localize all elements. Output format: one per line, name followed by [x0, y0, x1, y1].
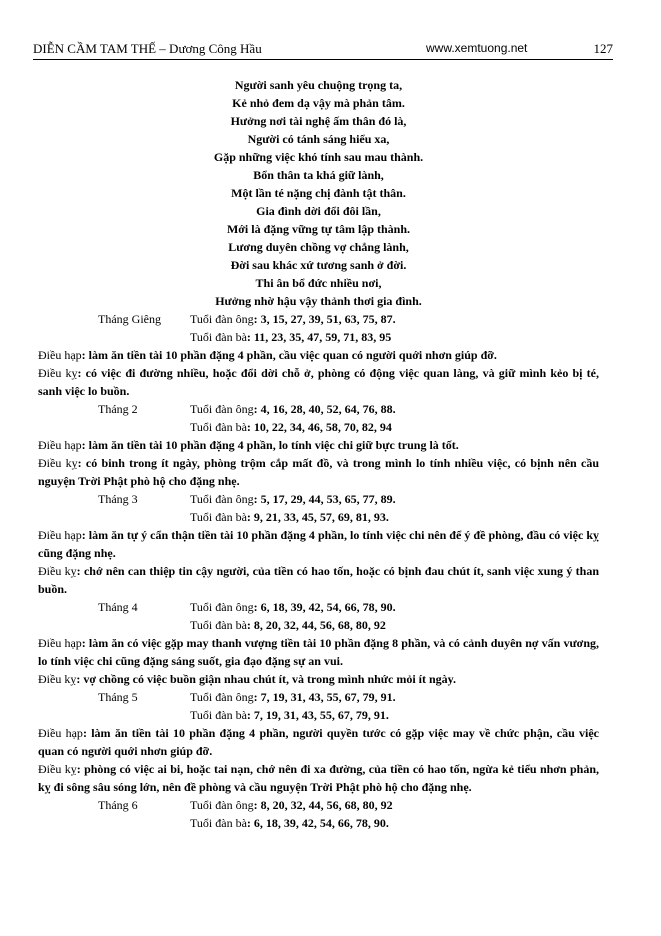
male-ages-row — [38, 796, 599, 814]
female-ages-row — [38, 418, 599, 436]
female-ages-values: : 8, 20, 32, 44, 56, 68, 80, 92 — [246, 618, 386, 632]
bad-label: Điều kỵ — [38, 672, 77, 686]
male-ages-row — [38, 688, 599, 706]
male-ages-label: Tuổi đàn ông — [190, 492, 254, 506]
poem-line: Kẻ nhỏ đem dạ vậy mà phản tâm. — [232, 96, 405, 110]
female-ages-values: : 10, 22, 34, 46, 58, 70, 82, 94 — [246, 420, 392, 434]
good-text: : làm ăn tiền tài 10 phần đặng 4 phần, người quyền tước có gặp việc may về chức phận, cầu việc quan có người quới nhơn giúp đỡ. — [38, 726, 600, 758]
month-label: Tháng 5 — [98, 690, 138, 704]
female-ages-label: Tuổi đàn bà — [190, 816, 247, 830]
bad-label: Điều kỵ — [38, 564, 77, 578]
poem-line: Mới là đặng vững tự tâm lập thành. — [226, 222, 411, 236]
male-ages-row — [38, 310, 599, 328]
good-paragraph — [38, 346, 599, 364]
male-ages-values: : 5, 17, 29, 44, 53, 65, 77, 89. — [253, 492, 396, 506]
female-ages-label: Tuổi đàn bà — [190, 618, 247, 632]
bad-paragraph — [38, 670, 599, 688]
good-label: Điều hạp — [38, 348, 82, 362]
good-paragraph — [38, 634, 599, 670]
bad-text: : có việc đi đường nhiều, hoặc đổi dời chỗ ở, phòng có động việc quan làng, và giữ mình kẻo bị té, sanh việc lo buồn. — [38, 366, 600, 398]
female-ages-label: Tuổi đàn bà — [190, 330, 247, 344]
male-ages-row — [38, 400, 599, 418]
poem-line: Hưởng nhờ hậu vậy thảnh thơi gia đình. — [215, 294, 422, 308]
good-label: Điều hạp — [38, 726, 83, 740]
good-label: Điều hạp — [38, 438, 82, 452]
month-label: Tháng Giêng — [98, 312, 161, 326]
month-label: Tháng 2 — [98, 402, 138, 416]
page-header — [33, 41, 613, 60]
poem-line: Lương duyên chồng vợ chẳng lành, — [228, 240, 409, 254]
bad-text: : có binh trong ít ngày, phòng trộm cắp mất đồ, và trong mình lo tính nhiều việc, có bịnh nên cầu nguyện Trời Phật phò hộ cho đặng nhẹ. — [38, 456, 600, 488]
bad-paragraph — [38, 760, 599, 796]
month-label: Tháng 6 — [98, 798, 138, 812]
bad-paragraph — [38, 364, 599, 400]
good-paragraph — [38, 724, 599, 760]
male-ages-values: : 6, 18, 39, 42, 54, 66, 78, 90. — [253, 600, 396, 614]
page-number: 127 — [593, 41, 613, 56]
male-ages-row — [38, 598, 599, 616]
poem-line: Một lần té nặng chị đành tật thân. — [231, 186, 406, 200]
female-ages-label: Tuổi đàn bà — [190, 510, 247, 524]
female-ages-values: : 6, 18, 39, 42, 54, 66, 78, 90. — [246, 816, 389, 830]
female-ages-row — [38, 328, 599, 346]
poem-line: Gặp những việc khó tính sau mau thành. — [213, 150, 424, 164]
male-ages-label: Tuổi đàn ông — [190, 690, 254, 704]
bad-label: Điều kỵ — [38, 456, 78, 470]
bad-text: : phòng có việc ai bi, hoặc tai nạn, chớ nên đi xa đường, của tiền có hao tốn, ngừa kẻ tiểu nhơn phản, kỵ đi sông sâu sóng lớn, nên đề phòng và cầu nguyện Trời Phật phò hộ cho đặng nhẹ. — [38, 762, 599, 794]
bad-label: Điều kỵ — [38, 762, 77, 776]
male-ages-label: Tuổi đàn ông — [190, 798, 254, 812]
book-title: DIỄN CẦM TAM THẾ – Dương Công Hầu — [33, 41, 262, 56]
bad-text: : chớ nên can thiệp tin cậy người, của tiền có hao tốn, hoặc có bịnh đau chút ít, sanh việc xung ý than buồn. — [38, 564, 599, 596]
poem-line: Người sanh yêu chuộng trọng ta, — [234, 78, 403, 92]
male-ages-values: : 8, 20, 32, 44, 56, 68, 80, 92 — [253, 798, 393, 812]
good-text: : làm ăn tự ý cẩn thận tiền tài 10 phần đặng 4 phần, lo tính việc chi nên để ý đề phòng, đầu có việc kỵ cũng đặng nhẹ. — [38, 528, 600, 560]
good-text: : làm ăn tiền tài 10 phần đặng 4 phần, cầu việc quan có người quới nhơn giúp đỡ. — [81, 348, 497, 362]
female-ages-row — [38, 508, 599, 526]
bad-text: : vợ chồng có việc buồn giận nhau chút ít, và trong mình nhức mỏi ít ngày. — [76, 672, 457, 686]
male-ages-values: : 7, 19, 31, 43, 55, 67, 79, 91. — [253, 690, 396, 704]
page-content — [38, 76, 599, 832]
good-paragraph — [38, 436, 599, 454]
bad-label: Điều kỵ — [38, 366, 78, 380]
good-label: Điều hạp — [38, 528, 82, 542]
female-ages-row — [38, 814, 599, 832]
female-ages-values: : 11, 23, 35, 47, 59, 71, 83, 95 — [246, 330, 392, 344]
female-ages-row — [38, 616, 599, 634]
male-ages-values: : 4, 16, 28, 40, 52, 64, 76, 88. — [253, 402, 396, 416]
male-ages-values: : 3, 15, 27, 39, 51, 63, 75, 87. — [253, 312, 396, 326]
good-paragraph — [38, 526, 599, 562]
male-ages-row — [38, 490, 599, 508]
bad-paragraph — [38, 454, 599, 490]
female-ages-values: : 9, 21, 33, 45, 57, 69, 81, 93. — [246, 510, 389, 524]
poem-line: Bổn thân ta khá giữ lành, — [253, 168, 384, 182]
poem — [38, 76, 599, 310]
male-ages-label: Tuổi đàn ông — [190, 312, 254, 326]
poem-line: Thi ân bổ đức nhiều nơi, — [255, 276, 382, 290]
male-ages-label: Tuổi đàn ông — [190, 402, 254, 416]
male-ages-label: Tuổi đàn ông — [190, 600, 254, 614]
poem-line: Đời sau khác xứ tương sanh ở đời. — [230, 258, 407, 272]
female-ages-values: : 7, 19, 31, 43, 55, 67, 79, 91. — [246, 708, 389, 722]
female-ages-label: Tuổi đàn bà — [190, 708, 247, 722]
poem-line: Người có tánh sáng hiểu xa, — [247, 132, 390, 146]
month-label: Tháng 4 — [98, 600, 138, 614]
female-ages-label: Tuổi đàn bà — [190, 420, 247, 434]
female-ages-row — [38, 706, 599, 724]
website-url[interactable]: www.xemtuong.net — [426, 41, 528, 55]
good-text: : làm ăn tiền tài 10 phần đặng 4 phần, lo tính việc chi giữ bực trung là tốt. — [81, 438, 459, 452]
poem-line: Gia đình dời đổi đôi lần, — [256, 204, 381, 218]
poem-line: Hưởng nơi tài nghệ ấm thân đó là, — [230, 114, 407, 128]
good-text: : làm ăn có việc gặp may thanh vượng tiền tài 10 phần đặng 8 phần, và có cảnh duyên nợ vấn vương, lo tính việc chi cũng đặng sáng suốt, gia đạo đặng sự an vui. — [38, 636, 599, 668]
month-label: Tháng 3 — [98, 492, 138, 506]
bad-paragraph — [38, 562, 599, 598]
good-label: Điều hạp — [38, 636, 82, 650]
